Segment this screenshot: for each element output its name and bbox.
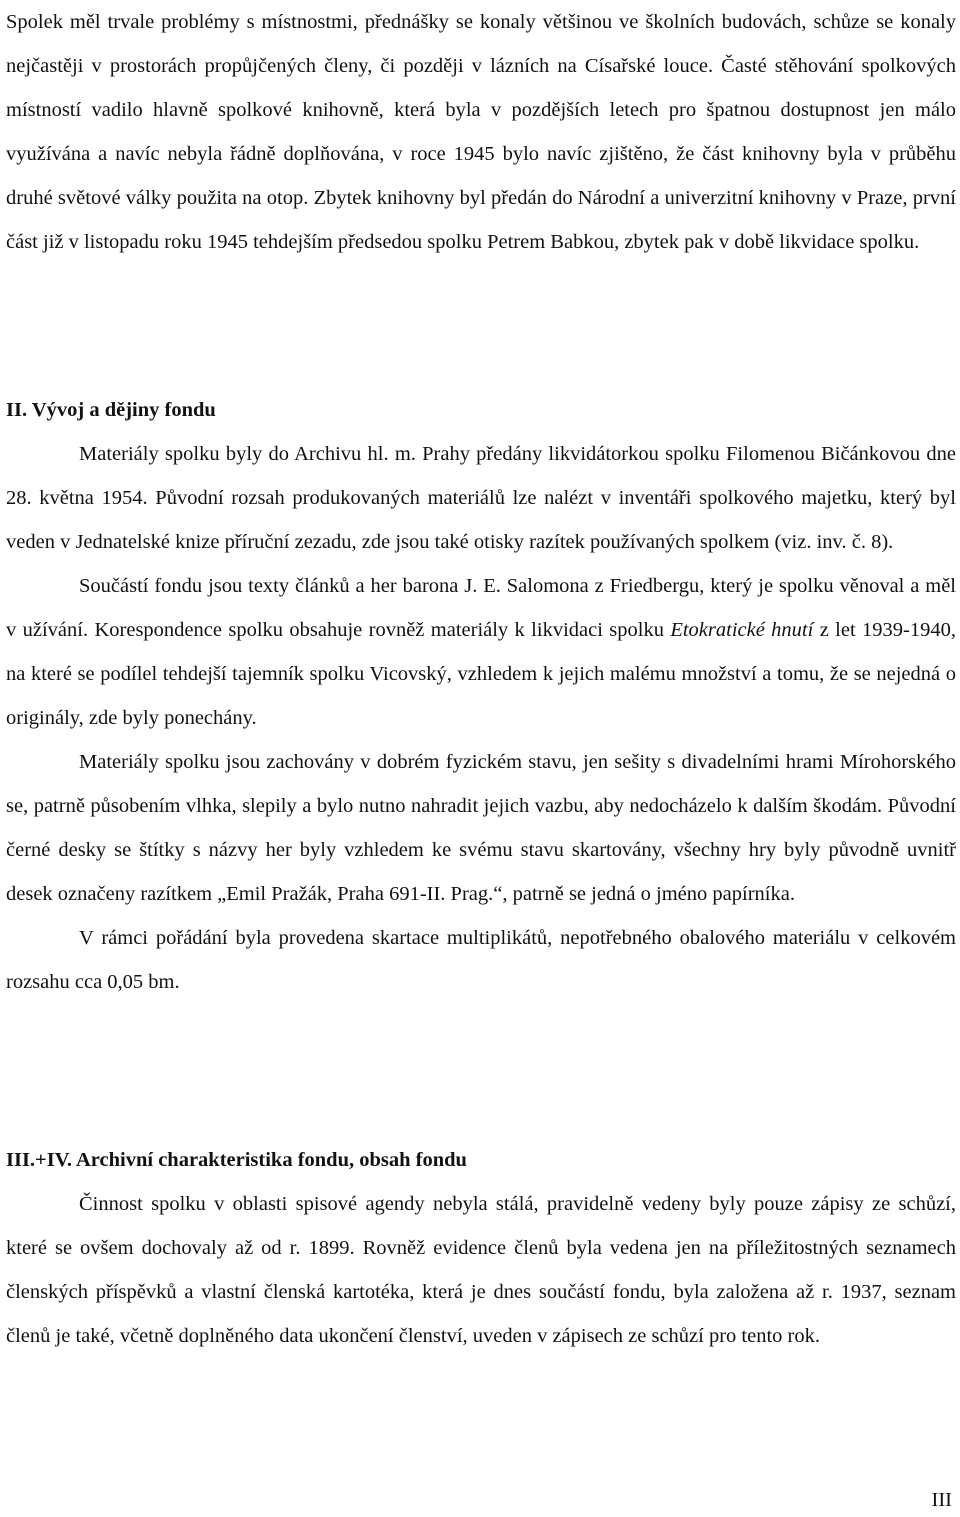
section-2-paragraph-3: Materiály spolku jsou zachovány v dobrém fyzickém stavu, jen sešity s divadelními hrami Mírohorského se, patrně působením vlhka, slepily a bylo nutno nahradit jejich vazbu, aby nedocházelo k dalším škodám. Původní černé desky se štítky s názvy her byly vzhledem ke svému stavu skartovány, všechny hry byly původně uvnitř desek označeny razítkem „Emil Pražák, Praha 691-II. Prag.“, patrně se jedná o jméno papírníka. [6, 751, 956, 905]
section-3-paragraph-1: Činnost spolku v oblasti spisové agendy nebyla stálá, pravidelně vedeny byly pouze zápisy ze schůzí, které se ovšem dochovaly až od r. 1899. Rovněž evidence členů byla vedena jen na příležitostných seznamech členských příspěvků a vlastní členská kartotéka, která je dnes součástí fondu, byla založena až r. 1937, seznam členů je také, včetně doplněného data ukončení členství, uveden v zápisech ze schůzí pro tento rok. [6, 1193, 956, 1347]
section-2-paragraph-2-end: z let 1939-1940, na které se podílel tehdejší tajemník spolku Vicovský, vzhledem k jejich malému množství a tomu, že se nejedná o originály, zde byly ponechány. [6, 619, 956, 729]
section-2-paragraph-2 [6, 564, 956, 740]
section-3-body [6, 1182, 956, 1358]
section-2-paragraph-1: Materiály spolku byly do Archivu hl. m. Prahy předány likvidátorkou spolku Filomenou Bičánkovou dne 28. května 1954. Původní rozsah produkovaných materiálů lze nalézt v inventáři spolkového majetku, který byl veden v Jednatelské knize příruční zezadu, zde jsou také otisky razítek používaných spolkem (viz. inv. č. 8). [6, 443, 956, 553]
intro-paragraph: Spolek měl trvale problémy s místnostmi, přednášky se konaly většinou ve školních budovách, schůze se konaly nejčastěji v prostorách propůjčených členy, či později v lázních na Císařské louce. Časté stěhování spolkových místností vadilo hlavně spolkové knihovně, která byla v pozdějších letech pro špatnou dostupnost jen málo využívána a navíc nebyla řádně doplňována, v roce 1945 bylo navíc zjištěno, že část knihovny byla v průběhu druhé světové války použita na otop. Zbytek knihovny byl předán do Národní a univerzitní knihovny v Praze, první část již v listopadu roku 1945 tehdejším předsedou spolku Petrem Babkou, zbytek pak v době likvidace spolku. [6, 11, 956, 253]
italic-title-etokraticke-hnuti: Etokratické hnutí [670, 619, 814, 641]
section-heading-3: III.+IV. Archivní charakteristika fondu, obsah fondu [6, 1149, 467, 1171]
page-number: III [931, 1489, 952, 1511]
section-2-body [6, 432, 956, 1004]
section-heading-2: II. Vývoj a dějiny fondu [6, 399, 216, 421]
section-2-paragraph-4: V rámci pořádání byla provedena skartace multiplikátů, nepotřebného obalového materiálu v celkovém rozsahu cca 0,05 bm. [6, 927, 956, 993]
section-2-paragraph-2-start: Součástí fondu jsou texty článků a her barona J. E. Salomona z Friedbergu, který je spolku věnoval a měl v užívání. Korespondence spolku obsahuje rovněž materiály k likvidaci spolku [6, 575, 956, 641]
